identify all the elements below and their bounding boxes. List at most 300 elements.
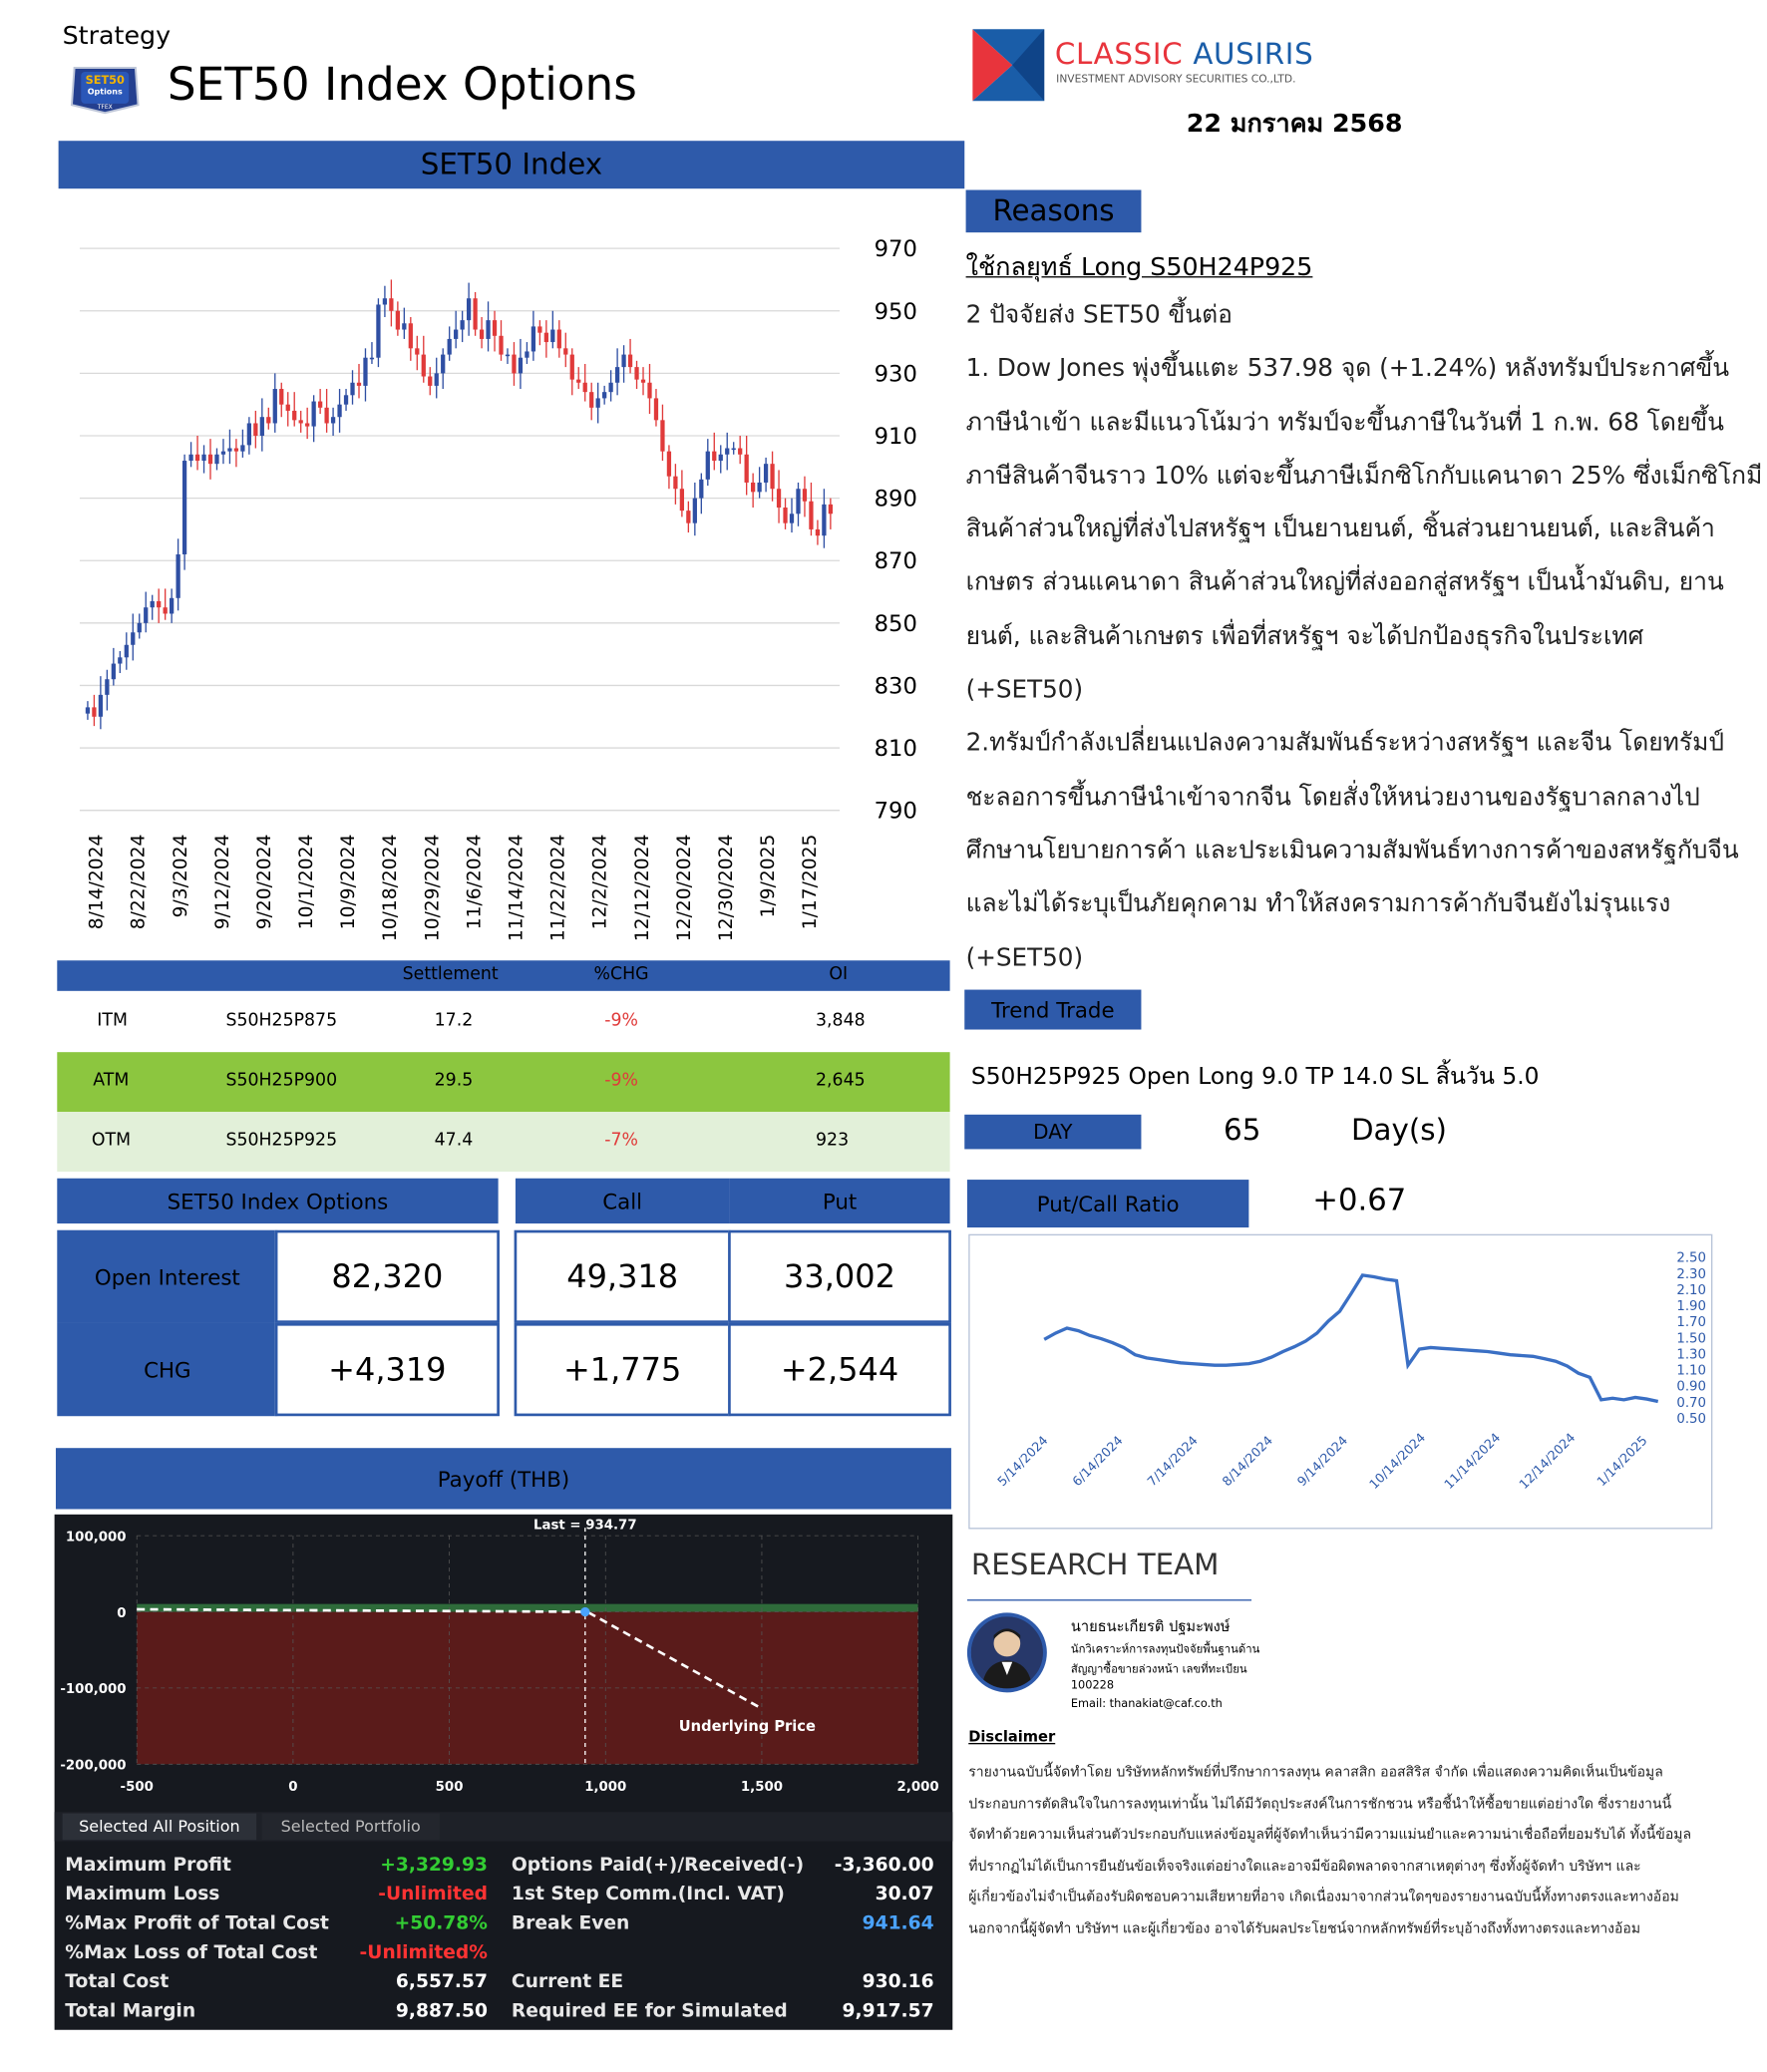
candle-body (809, 502, 813, 529)
payoff-chart (55, 1515, 953, 1810)
index-chart-title: SET50 Index (420, 148, 603, 181)
reason-line: ศึกษานโยบายการค้า และประเมินความสัมพันธ์ทางการค้าของสหรัฐกับจีน (965, 837, 1739, 865)
candle-body (201, 455, 205, 461)
x-tick-label: 9/12/2024 (211, 834, 233, 930)
candle-body (628, 355, 632, 368)
candle-body (790, 514, 794, 522)
candle-body (292, 411, 296, 420)
candle-body (195, 455, 199, 461)
y-tick-label: -100,000 (60, 1682, 127, 1698)
x-tick-label: 7/14/2024 (1144, 1432, 1201, 1490)
y-tick-label: 910 (874, 423, 917, 450)
reasons-strategy: ใช้กลยุทธ์ Long S50H24P925 (965, 252, 1313, 282)
candle-body (506, 355, 510, 357)
report-date: 22 มกราคม 2568 (1186, 109, 1403, 139)
pcr-chart-frame (968, 1234, 1712, 1530)
x-tick-label: 0 (288, 1779, 298, 1795)
candle-body (764, 464, 768, 483)
oi-put-value: 33,002 (784, 1257, 895, 1295)
candle-body (544, 333, 548, 342)
x-tick-label: 12/30/2024 (715, 834, 737, 942)
candle-body (151, 601, 155, 607)
candle-body (751, 483, 755, 492)
candle-body (686, 511, 690, 523)
candle-body (266, 417, 270, 423)
stat-value: 9,887.50 (395, 2000, 488, 2022)
x-tick-label: 8/14/2024 (1219, 1432, 1276, 1490)
reasons-text (966, 289, 1763, 985)
tab-selected-all-position[interactable]: Selected All Position (63, 1814, 257, 1841)
candle-body (803, 489, 807, 502)
reasons-title-bar (966, 190, 1142, 233)
reason-line: 2.ทรัมป์กำลังเปลี่ยนแปลงความสัมพันธ์ระหว่างสหรัฐฯ และจีน โดยทรัมป์ (965, 729, 1725, 758)
candle-body (273, 389, 277, 423)
candle-body (170, 598, 174, 614)
candle-body (519, 358, 523, 374)
options-table (57, 960, 949, 1173)
candle-body (118, 657, 122, 663)
reason-line: (+SET50) (965, 943, 1084, 972)
candle-body (660, 420, 664, 451)
candle-body (550, 330, 554, 343)
candle-body (305, 423, 309, 426)
candle-body (415, 348, 419, 354)
x-tick-label: 1/9/2025 (758, 834, 780, 918)
y-tick-label: 1.90 (1676, 1299, 1707, 1315)
stat-value: -Unlimited (378, 1884, 488, 1905)
reason-line: เกษตร ส่วนแคนาดา สินค้าส่วนใหญ่ที่ส่งออกสู่สหรัฐฯ เป็นน้ำมันดิบ, ยาน (965, 568, 1724, 597)
y-tick-label: 1.10 (1676, 1363, 1707, 1379)
x-tick-label: 8/14/2024 (86, 834, 108, 930)
x-tick-label: 10/18/2024 (380, 834, 402, 942)
candle-body (557, 330, 561, 349)
candle-body (738, 449, 742, 455)
candle-body (157, 601, 161, 607)
company-logo (972, 27, 1052, 104)
disclaimer-title: Disclaimer (968, 1728, 1056, 1746)
header-oi: OI (829, 964, 849, 985)
candle-body (693, 499, 697, 523)
oi-call-header-box (516, 1179, 730, 1223)
stat-label: Required EE for Simulated (511, 2000, 788, 2022)
candle-body (260, 417, 264, 436)
y-tick-label: 830 (874, 673, 917, 700)
candle-body (331, 417, 335, 423)
candle-body (596, 398, 600, 407)
candle-body (473, 298, 477, 329)
stat-value: -Unlimited% (359, 1941, 488, 1964)
candle-body (757, 483, 761, 492)
candle-body (363, 358, 367, 386)
y-tick-label: 850 (874, 610, 917, 637)
reason-line: ยนต์, และสินค้าเกษตร เพื่อที่สหรัฐฯ จะได้ปกป้องธุรกิจในประเทศ (965, 622, 1644, 651)
candle-body (770, 464, 774, 489)
candle-body (634, 367, 638, 380)
research-team-underline (967, 1599, 1251, 1600)
analyst-email: Email: thanakiat@caf.co.th (1070, 1697, 1223, 1712)
y-tick-label: 2.10 (1676, 1282, 1707, 1298)
stat-value: +50.78% (394, 1912, 488, 1934)
candle-body (602, 392, 606, 398)
candle-body (253, 423, 257, 436)
candle-body (745, 455, 749, 483)
candle-body (570, 355, 574, 380)
x-tick-label: 10/1/2024 (296, 834, 318, 930)
candle-body (383, 298, 387, 304)
candle-body (176, 554, 179, 598)
candle-body (480, 330, 484, 339)
candle-body (99, 695, 103, 717)
row-series: S50H25P875 (225, 1010, 338, 1031)
candle-body (240, 445, 244, 451)
analyst-license-no: 100228 (1070, 1679, 1115, 1693)
reason-line: 2 ปัจจัยส่ง SET50 ขึ้นต่อ (965, 301, 1233, 330)
candle-body (525, 351, 529, 357)
candle-body (486, 320, 490, 339)
x-tick-label: 11/14/2024 (506, 834, 528, 942)
y-tick-label: 1.30 (1676, 1347, 1707, 1363)
candle-body (247, 423, 251, 445)
y-tick-label: 870 (874, 548, 917, 575)
x-tick-label: 12/12/2024 (631, 834, 653, 942)
payoff-tabs (55, 1812, 953, 1841)
row-moneyness: OTM (91, 1130, 132, 1151)
payoff-title-bar (56, 1448, 951, 1509)
oi-put-header: Put (822, 1188, 858, 1214)
research-team-title: RESEARCH TEAM (970, 1549, 1220, 1582)
x-tick-label: 9/3/2024 (170, 834, 191, 918)
oi-set50-label-box (57, 1179, 498, 1223)
table-row-atm (57, 1052, 949, 1112)
disclaimer-line: รายงานฉบับนี้จัดทำโดย บริษัทหลักทรัพย์ที่ปรึกษาการลงทุน คลาสสิก ออสสิริส จำกัด เพื่อแสดงความคิดเห็นเป็นข้อมูล (968, 1764, 1663, 1781)
y-tick-label: 0.50 (1676, 1411, 1707, 1427)
stat-value: 941.64 (862, 1912, 934, 1934)
stat-label: Current EE (511, 1971, 624, 1993)
options-table-header (57, 960, 949, 991)
reason-line: สินค้าส่วนใหญ่ที่ส่งไปสหรัฐฯ เป็นยานยนต์, ชิ้นส่วนยานยนต์, และสินค้า (965, 516, 1715, 544)
y-tick-label: 1.50 (1676, 1331, 1707, 1347)
candle-body (422, 355, 426, 377)
candle-body (732, 449, 736, 451)
candle-body (667, 452, 671, 477)
stat-value: 30.07 (875, 1884, 934, 1905)
company-subtitle: INVESTMENT ADVISORY SECURITIES CO.,LTD. (1056, 73, 1296, 86)
disclaimer-line: ประกอบการตัดสินใจในการลงทุนเท่านั้น ไม่ได้มีวัตถุประสงค์ในการชักชวน หรือชี้นำให้ซื้อขายแต่อย่างใด ซึ่งรายงานนี้ (968, 1795, 1672, 1812)
candle-body (299, 420, 303, 423)
row-settlement: 17.2 (434, 1010, 474, 1031)
x-tick-label: 5/14/2024 (994, 1432, 1051, 1490)
trend-trade-label-bar (964, 990, 1141, 1030)
y-tick-label: 790 (874, 798, 917, 825)
x-tick-label: 1,500 (740, 1779, 783, 1795)
candle-body (279, 389, 283, 405)
candle-body (621, 355, 625, 368)
candle-body (188, 455, 192, 461)
open-interest-label: Open Interest (94, 1263, 240, 1289)
candle-body (647, 383, 651, 399)
candle-body (350, 383, 354, 396)
chg-put-box (728, 1323, 951, 1416)
x-tick-label: 1/14/2025 (1593, 1432, 1650, 1490)
company-name-classic: CLASSIC (1054, 38, 1184, 72)
page-title: SET50 Index Options (167, 58, 637, 112)
candle-body (816, 529, 820, 535)
candle-body (214, 455, 218, 464)
candle-body (389, 298, 393, 311)
x-tick-label: 11/22/2024 (547, 834, 569, 942)
row-series: S50H25P925 (225, 1130, 338, 1151)
pcr-label: Put/Call Ratio (1036, 1191, 1180, 1216)
y-tick-label: 890 (874, 486, 917, 513)
day-label: DAY (1033, 1120, 1073, 1145)
x-tick-label: 12/14/2024 (1516, 1429, 1579, 1493)
disclaimer-line: นอกจากนี้ผู้จัดทำ บริษัทฯ และผู้เกี่ยวข้อง อาจได้รับผลประโยชน์จากหลักทรัพย์ที่ระบุอ้างถึงทั้งทางตรงและทางอ้อม (968, 1920, 1641, 1937)
candle-body (227, 449, 231, 452)
stat-value: 9,917.57 (842, 2000, 934, 2022)
payoff-title: Payoff (THB) (437, 1466, 570, 1492)
row-chg: -9% (604, 1070, 638, 1091)
x-tick-label: 9/20/2024 (253, 834, 275, 930)
candle-body (105, 679, 109, 695)
candle-body (370, 358, 374, 360)
stat-label: Maximum Loss (65, 1884, 220, 1905)
candle-body (829, 505, 833, 514)
stat-value: +3,329.93 (380, 1854, 488, 1877)
table-row-itm (57, 991, 949, 1052)
day-label-bar (964, 1115, 1141, 1150)
candle-body (324, 408, 328, 424)
reason-line: (+SET50) (965, 676, 1084, 705)
row-series: S50H25P900 (225, 1070, 338, 1091)
y-tick-label: 930 (874, 361, 917, 388)
candle-body (286, 405, 290, 411)
candle-body (409, 323, 413, 348)
table-row-otm (57, 1112, 949, 1172)
row-settlement: 29.5 (434, 1070, 474, 1091)
last-price-label: Last = 934.77 (533, 1518, 637, 1534)
candle-body (531, 326, 535, 351)
tab-selected-portfolio[interactable]: Selected Portfolio (261, 1814, 440, 1841)
x-tick-label: 10/29/2024 (422, 834, 444, 942)
index-chart-title-bar (59, 141, 965, 188)
strategy-label: Strategy (62, 21, 172, 51)
y-tick-label: 0.90 (1676, 1379, 1707, 1395)
candle-body (164, 607, 168, 613)
day-value: 65 (1224, 1114, 1261, 1149)
y-tick-label: 2.50 (1676, 1250, 1707, 1266)
stat-label: Total Cost (65, 1971, 170, 1993)
x-tick-label: 12/20/2024 (673, 834, 695, 942)
candle-body (208, 455, 212, 464)
set50-options-logo (69, 65, 141, 114)
y-tick-label: 0 (117, 1605, 127, 1621)
reason-line: 1. Dow Jones พุ่งขึ้นแตะ 537.98 จุด (+1.24%) หลังทรัมป์ประกาศขึ้น (965, 355, 1730, 384)
analyst-name: นายธนะเกียรติ ปฐมะพงษ์ (1070, 1617, 1231, 1636)
chg-call-value: +1,775 (562, 1350, 682, 1389)
oi-total-value: 82,320 (331, 1257, 444, 1295)
disclaimer-line: ที่ปรากฏไม่ได้เป็นการยืนยันข้อเท็จจริงแต่อย่างใดและอาจมีข้อผิดพลาดจากสาเหตุต่างๆ ซึ่งทั้งผู้จัดทำ บริษัทฯ และ (968, 1858, 1641, 1875)
analyst-avatar (967, 1612, 1047, 1692)
svg-text:SET50: SET50 (85, 72, 125, 87)
chg-put-value: +2,544 (780, 1350, 899, 1389)
reason-line: ชะลอการขึ้นภาษีนำเข้าจากจีน โดยสั่งให้หน่วยงานของรัฐบาลกลางไป (965, 783, 1700, 812)
candle-body (131, 632, 135, 645)
candle-body (138, 623, 142, 632)
candle-body (654, 398, 658, 420)
candle-body (396, 311, 400, 330)
x-tick-label: 1/17/2025 (800, 834, 822, 930)
candle-body (576, 380, 580, 383)
candle-body (783, 508, 787, 523)
x-tick-label: 9/14/2024 (1293, 1432, 1351, 1490)
stat-value: -3,360.00 (834, 1854, 934, 1877)
candle-body (357, 383, 361, 386)
header-settlement: Settlement (402, 964, 499, 985)
candle-body (428, 377, 432, 386)
x-tick-label: 12/2/2024 (589, 834, 611, 930)
chg-label: CHG (144, 1356, 191, 1383)
oi-put-box (728, 1230, 951, 1323)
company-name-ausiris: AUSIRIS (1193, 38, 1314, 72)
row-oi: 2,645 (816, 1070, 866, 1091)
svg-text:TFEX: TFEX (97, 104, 113, 112)
day-unit: Day(s) (1350, 1114, 1447, 1149)
reason-line: ภาษีนำเข้า และมีแนวโน้มว่า ทรัมป์จะขึ้นภาษีในวันที่ 1 ก.พ. 68 โดยขึ้น (965, 408, 1724, 437)
svg-text:Options: Options (87, 87, 123, 97)
oi-call-value: 49,318 (566, 1257, 679, 1295)
candle-body (402, 323, 406, 329)
oi-call-header: Call (602, 1188, 643, 1214)
candle-body (719, 455, 723, 461)
stat-label: Break Even (511, 1912, 630, 1934)
stat-value: 930.16 (862, 1971, 934, 1993)
candle-body (589, 392, 593, 408)
oi-put-header-box (729, 1179, 949, 1223)
x-tick-label: -500 (120, 1779, 154, 1795)
candle-body (563, 348, 567, 354)
row-moneyness: ATM (93, 1070, 130, 1091)
row-oi: 923 (816, 1130, 850, 1151)
pcr-line-chart (970, 1235, 1711, 1528)
y-tick-label: 2.30 (1676, 1266, 1707, 1282)
x-tick-label: 11/6/2024 (464, 834, 486, 930)
oi-total-box (275, 1230, 500, 1323)
y-tick-label: 950 (874, 298, 917, 325)
candle-body (493, 320, 497, 336)
candle-body (441, 355, 445, 374)
row-chg: -7% (604, 1130, 638, 1151)
x-tick-label: 8/22/2024 (128, 834, 150, 930)
candle-body (706, 452, 710, 480)
candle-body (92, 707, 96, 716)
candle-body (448, 339, 452, 355)
candle-body (318, 402, 322, 408)
company-name (1055, 39, 1314, 72)
candle-body (673, 477, 677, 490)
candle-body (796, 489, 800, 514)
trend-trade-label: Trend Trade (991, 996, 1115, 1023)
x-tick-label: 11/14/2024 (1441, 1429, 1504, 1493)
candle-body (435, 373, 439, 386)
candle-body (125, 645, 129, 658)
candle-body (344, 395, 348, 404)
chg-call-box (515, 1323, 731, 1416)
disclaimer-line: ผู้เกี่ยวข้องไม่จำเป็นต้องรับผิดชอบความเสียหายที่อาจ เกิดเนื่องมาจากส่วนใดๆของรายงานฉบับนี้ทั้งทางตรงและทางอ้อม (968, 1890, 1679, 1906)
candle-body (461, 320, 465, 329)
candle-body (467, 298, 471, 320)
payoff-panel (55, 1515, 953, 2030)
last-price-marker (580, 1607, 589, 1616)
chg-total-value: +4,319 (328, 1350, 447, 1389)
x-tick-label: 10/9/2024 (338, 834, 360, 930)
x-tick-label: 2,000 (896, 1779, 939, 1795)
stat-label: 1st Step Comm.(Incl. VAT) (511, 1884, 785, 1905)
pcr-value: +0.67 (1312, 1184, 1407, 1218)
candle-body (680, 489, 684, 511)
set50-candlestick-chart (59, 199, 949, 956)
chg-total-box (275, 1323, 500, 1416)
stat-label: %Max Loss of Total Cost (65, 1941, 318, 1964)
row-settlement: 47.4 (434, 1130, 474, 1151)
candle-body (144, 607, 148, 623)
candle-body (337, 405, 341, 418)
y-tick-label: 0.70 (1676, 1395, 1707, 1411)
stat-value: 6,557.57 (395, 1971, 488, 1993)
chg-row-label-box (57, 1323, 277, 1416)
candle-body (182, 461, 186, 554)
pcr-label-bar (967, 1180, 1248, 1227)
candle-body (537, 326, 541, 332)
candle-body (112, 664, 116, 680)
candle-body (822, 505, 826, 535)
x-tick-label: 1,000 (584, 1779, 627, 1795)
candle-body (699, 480, 703, 499)
candle-body (712, 452, 716, 461)
row-oi: 3,848 (816, 1010, 866, 1031)
x-tick-label: 500 (435, 1779, 464, 1795)
header-chg: %CHG (593, 964, 649, 985)
reason-line: และไม่ได้ระบุเป็นภัยคุกคาม ทำให้สงครามการค้ากับจีนยังไม่รุนแรง (965, 889, 1671, 918)
candle-body (499, 336, 503, 355)
y-tick-label: 970 (874, 236, 917, 263)
y-tick-label: 810 (874, 736, 917, 763)
candle-body (608, 383, 612, 392)
candle-body (641, 380, 645, 383)
candle-body (777, 489, 781, 508)
oi-call-box (515, 1230, 731, 1323)
disclaimer-text (968, 1758, 1752, 1946)
analyst-role: นักวิเคราะห์การลงทุนปัจจัยพื้นฐานด้าน (1070, 1643, 1260, 1657)
candle-body (312, 402, 316, 427)
row-moneyness: ITM (97, 1010, 128, 1031)
candle-body (512, 355, 516, 374)
analyst-license-line: สัญญาซื้อขายล่วงหน้า เลขที่ทะเบียน (1070, 1663, 1247, 1677)
reason-line: ภาษีสินค้าจีนราว 10% แต่จะขึ้นภาษีเม็กซิโกกับแคนาดา 25% ซึ่งเม็กซิโกมี (965, 462, 1763, 491)
candle-body (234, 449, 238, 452)
x-tick-label: 6/14/2024 (1069, 1432, 1126, 1490)
candle-body (583, 383, 587, 392)
x-tick-label: 10/14/2024 (1365, 1429, 1429, 1493)
reasons-title: Reasons (992, 194, 1115, 228)
candle-body (221, 452, 225, 455)
candle-body (454, 330, 458, 339)
y-tick-label: -200,000 (60, 1758, 127, 1774)
candle-body (376, 304, 380, 357)
trend-trade-text: S50H25P925 Open Long 9.0 TP 14.0 SL สิ้นวัน 5.0 (970, 1064, 1540, 1091)
oi-set50-label: SET50 Index Options (167, 1188, 389, 1214)
stat-label: Options Paid(+)/Received(-) (511, 1854, 805, 1877)
candle-body (615, 367, 619, 383)
